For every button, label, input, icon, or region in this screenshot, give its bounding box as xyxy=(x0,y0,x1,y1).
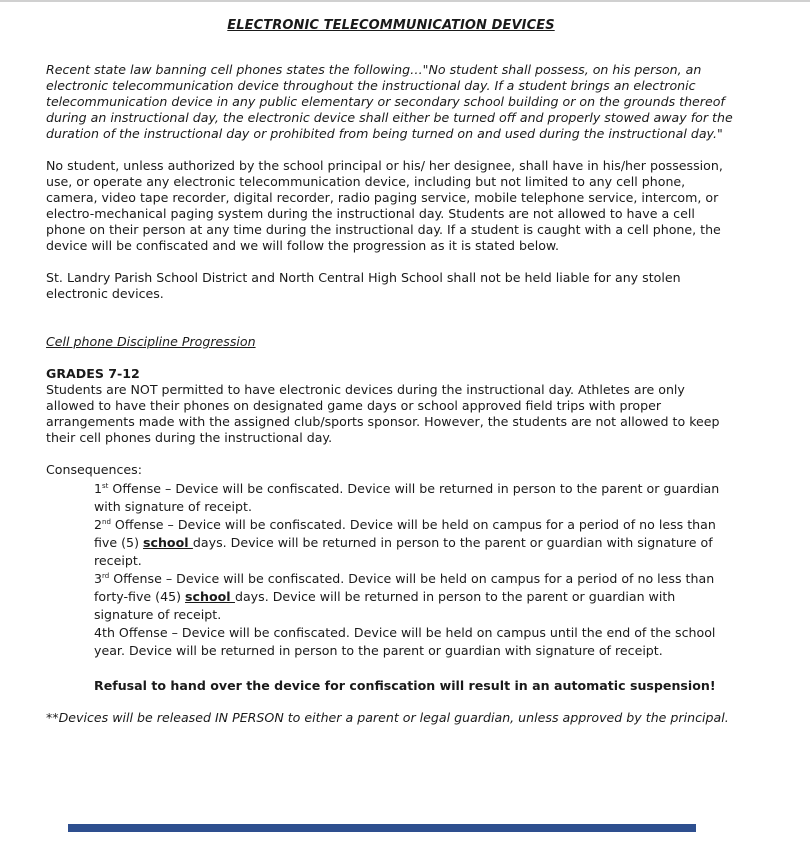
offense-3-number: 3 xyxy=(94,571,103,586)
policy-paragraph: No student, unless authorized by the school principal or his/ her designee, shall have in his/her possession, use, or operate any electronic telecommunication device, including but not limited to any cell phone, camera, video tape recorder, digital recorder, radio paging service, mobile telephone service, intercom, or electro-mechanical paging system during the instructional day. Students are not allowed to have a cell phone on their person at any time during the instructional day. If a student is caught with a cell phone, the device will be confiscated and we will follow the progression as it is stated below. xyxy=(46,158,723,253)
offense-2-text-a: Offense – Device will be confiscated. Device will be held on campus for a period of no less than five (5) xyxy=(94,517,716,550)
page-top-divider xyxy=(0,0,810,2)
offense-2-text-b: days. Device will be returned in person to the parent or guardian with signature of receipt. xyxy=(94,535,713,568)
document-page xyxy=(46,18,736,726)
offense-3-ordinal: rd xyxy=(102,572,110,580)
offense-2-ordinal: nd xyxy=(102,518,111,526)
offense-1-ordinal: st xyxy=(102,482,109,490)
offense-1 xyxy=(94,480,736,516)
offense-4: 4th Offense – Device will be confiscated. Device will be held on campus until the end of the school year. Device will be returned in person to the parent or guardian with signature of receipt. xyxy=(94,625,716,658)
offense-1-number: 1 xyxy=(94,481,103,496)
offense-3-school-emphasis: school xyxy=(185,589,235,604)
consequences-label: Consequences: xyxy=(46,462,142,477)
discipline-progression-heading: Cell phone Discipline Progression xyxy=(46,334,256,349)
state-law-quote: Recent state law banning cell phones states the following…"No student shall possess, on his person, an electronic telecommunication device throughout the instructional day. If a student brings an electronic telecommunication device in any public elementary or secondary school building or on the grounds thereof during an instructional day, the electronic device shall either be turned off and properly stowed away for the duration of the instructional day or prohibited from being turned on and used during the instructional day." xyxy=(46,62,733,141)
grades-paragraph: Students are NOT permitted to have electronic devices during the instructional day. Athletes are only allowed to have their phones on designated game days or school approved field trips with proper arrangements made with the assigned club/sports sponsor. However, the students are not allowed to keep their cell phones during the instructional day. xyxy=(46,382,720,445)
offense-3-text-b: days. Device will be returned in person to the parent or guardian with signature of receipt. xyxy=(94,589,676,622)
liability-paragraph: St. Landry Parish School District and North Central High School shall not be held liable for any stolen electronic devices. xyxy=(46,270,681,301)
offense-2 xyxy=(94,516,736,570)
page-title: ELECTRONIC TELECOMMUNICATION DEVICES xyxy=(227,18,555,33)
grades-heading: GRADES 7-12 xyxy=(46,366,140,381)
offense-2-number: 2 xyxy=(94,517,103,532)
release-note: **Devices will be released IN PERSON to either a parent or legal guardian, unless approved by the principal. xyxy=(46,710,729,725)
offense-3-text-a: Offense – Device will be confiscated. Device will be held on campus for a period of no less than forty-five (45) xyxy=(94,571,715,604)
refusal-warning: Refusal to hand over the device for confiscation will result in an automatic suspension! xyxy=(94,678,716,693)
offense-list xyxy=(94,480,736,660)
offense-2-school-emphasis: school xyxy=(142,535,193,550)
offense-1-text: Offense – Device will be confiscated. Device will be returned in person to the parent or guardian with signature of receipt. xyxy=(94,481,720,514)
offense-3 xyxy=(94,570,736,624)
footer-bar xyxy=(68,824,696,832)
